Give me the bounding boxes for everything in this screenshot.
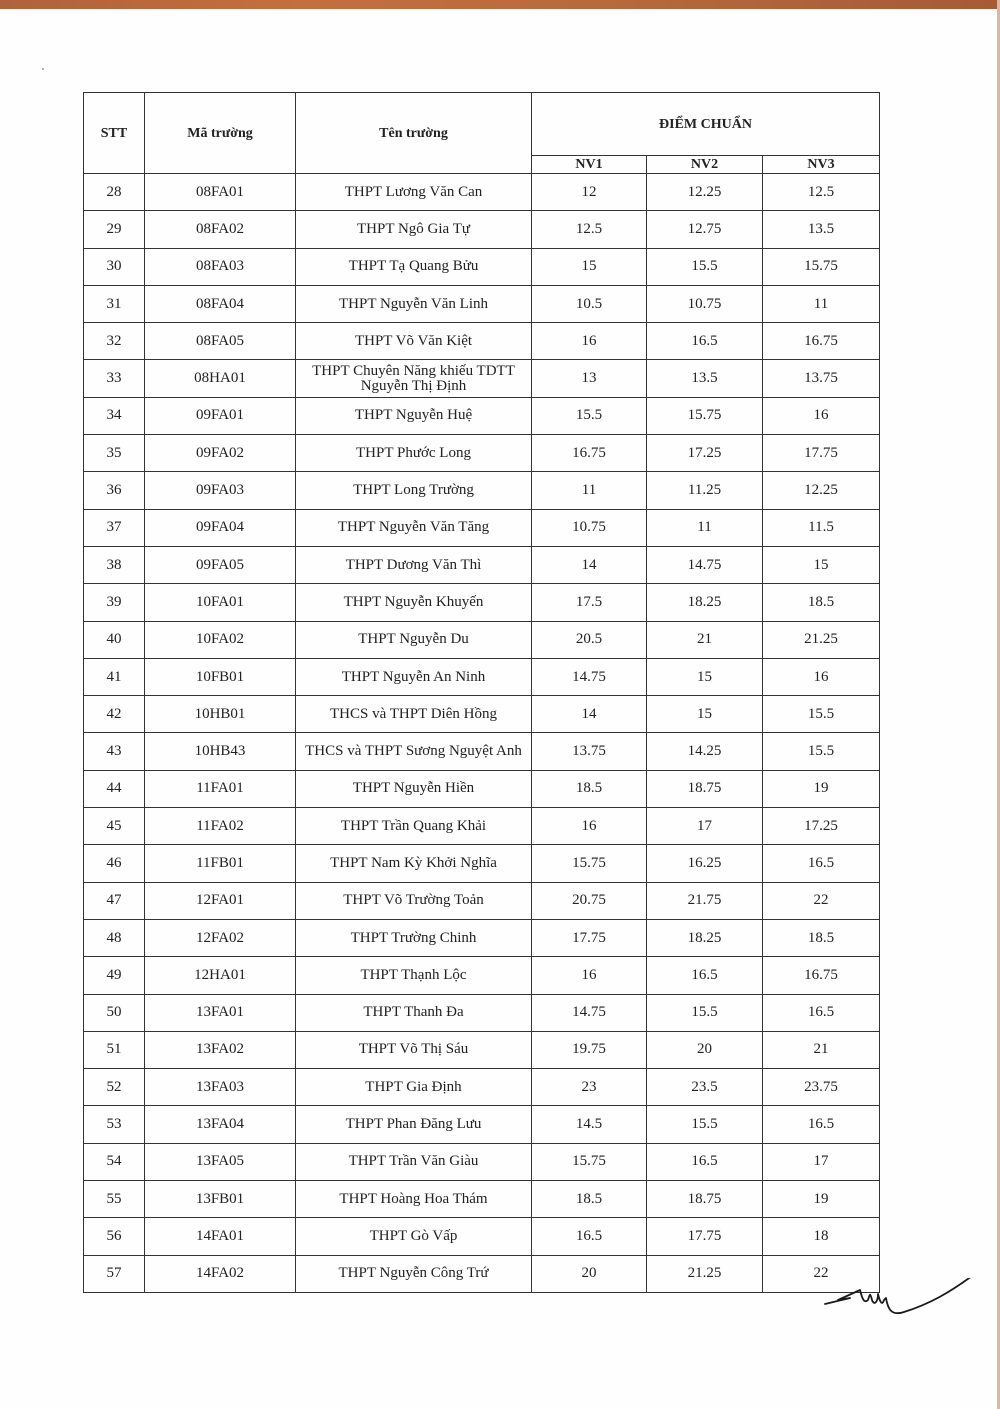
cell-nv2: 13.5	[647, 360, 763, 397]
cell-nv1: 17.5	[532, 584, 647, 621]
cell-nv1: 19.75	[532, 1031, 647, 1068]
cell-school-code: 14FA01	[145, 1218, 296, 1255]
cell-school-code: 08HA01	[145, 360, 296, 397]
cell-nv1: 14	[532, 696, 647, 733]
table-row	[84, 733, 880, 770]
cell-nv1: 18.5	[532, 1181, 647, 1218]
cell-stt: 32	[84, 323, 145, 360]
cell-stt: 43	[84, 733, 145, 770]
cell-nv3: 13.75	[763, 360, 880, 397]
cell-stt: 31	[84, 285, 145, 322]
cell-stt: 30	[84, 248, 145, 285]
table-row	[84, 957, 880, 994]
cell-school-name: THPT Thạnh Lộc	[296, 957, 532, 994]
cell-stt: 40	[84, 621, 145, 658]
table-row	[84, 994, 880, 1031]
table-row	[84, 211, 880, 248]
table-row	[84, 285, 880, 322]
cell-nv2: 14.25	[647, 733, 763, 770]
cell-nv2: 16.5	[647, 1143, 763, 1180]
cell-nv2: 18.25	[647, 584, 763, 621]
cell-stt: 37	[84, 509, 145, 546]
cell-nv2: 20	[647, 1031, 763, 1068]
cell-nv3: 17.25	[763, 808, 880, 845]
cell-nv2: 10.75	[647, 285, 763, 322]
cell-nv1: 17.75	[532, 919, 647, 956]
cell-nv3: 18	[763, 1218, 880, 1255]
cell-nv3: 16.75	[763, 957, 880, 994]
cell-nv3: 16.5	[763, 845, 880, 882]
cell-school-name: THCS và THPT Diên Hồng	[296, 696, 532, 733]
cell-nv3: 16.5	[763, 1106, 880, 1143]
cell-school-code: 10HB43	[145, 733, 296, 770]
cell-nv2: 16.25	[647, 845, 763, 882]
table-row	[84, 1106, 880, 1143]
table-body	[84, 174, 880, 1293]
cell-school-code: 13FA04	[145, 1106, 296, 1143]
cell-school-code: 11FA02	[145, 808, 296, 845]
cell-school-name: THPT Lương Văn Can	[296, 174, 532, 211]
cell-school-code: 10FA02	[145, 621, 296, 658]
table-row	[84, 1218, 880, 1255]
cell-school-code: 12FA02	[145, 919, 296, 956]
cell-school-name: THPT Trần Quang Khải	[296, 808, 532, 845]
table-row	[84, 658, 880, 695]
cell-school-name: THPT Phước Long	[296, 435, 532, 472]
cell-school-code: 08FA01	[145, 174, 296, 211]
cell-nv1: 15	[532, 248, 647, 285]
cell-stt: 28	[84, 174, 145, 211]
header-school-name: Tên trường	[296, 93, 532, 174]
cell-nv1: 23	[532, 1069, 647, 1106]
cell-nv1: 12	[532, 174, 647, 211]
cell-school-name: THPT Võ Trường Toản	[296, 882, 532, 919]
cell-nv3: 11	[763, 285, 880, 322]
cell-nv2: 18.75	[647, 1181, 763, 1218]
cell-school-name: THPT Trần Văn Giàu	[296, 1143, 532, 1180]
table-row	[84, 248, 880, 285]
cell-school-name: THPT Nguyễn Khuyến	[296, 584, 532, 621]
table-row	[84, 1143, 880, 1180]
cell-nv1: 16.5	[532, 1218, 647, 1255]
cell-school-name: THCS và THPT Sương Nguyệt Anh	[296, 733, 532, 770]
table-row	[84, 174, 880, 211]
cell-stt: 38	[84, 546, 145, 583]
cell-nv1: 16	[532, 957, 647, 994]
header-score-group: ĐIỂM CHUẨN	[532, 93, 880, 156]
table-row	[84, 1031, 880, 1068]
cell-school-code: 11FB01	[145, 845, 296, 882]
header-stt: STT	[84, 93, 145, 174]
cell-school-name: THPT Võ Thị Sáu	[296, 1031, 532, 1068]
cell-school-name: THPT Võ Văn Kiệt	[296, 323, 532, 360]
cell-school-code: 13FA03	[145, 1069, 296, 1106]
table-row	[84, 808, 880, 845]
cell-school-code: 09FA01	[145, 397, 296, 434]
cell-school-code: 13FA02	[145, 1031, 296, 1068]
cell-stt: 46	[84, 845, 145, 882]
table-row	[84, 472, 880, 509]
cell-stt: 48	[84, 919, 145, 956]
cell-nv1: 14.75	[532, 658, 647, 695]
cell-nv2: 16.5	[647, 323, 763, 360]
cell-nv3: 12.25	[763, 472, 880, 509]
cell-school-name: THPT Long Trường	[296, 472, 532, 509]
cell-school-name: THPT Trường Chinh	[296, 919, 532, 956]
cell-nv3: 17.75	[763, 435, 880, 472]
cell-stt: 54	[84, 1143, 145, 1180]
admission-scores-table	[83, 92, 880, 1293]
cell-nv1: 16.75	[532, 435, 647, 472]
cell-nv3: 22	[763, 1255, 880, 1292]
cell-school-name: THPT Ngô Gia Tự	[296, 211, 532, 248]
cell-school-name: THPT Nguyễn Hiền	[296, 770, 532, 807]
cell-nv3: 15.5	[763, 733, 880, 770]
cell-nv2: 11	[647, 509, 763, 546]
table-row	[84, 360, 880, 397]
cell-nv1: 12.5	[532, 211, 647, 248]
cell-stt: 55	[84, 1181, 145, 1218]
table-row	[84, 1181, 880, 1218]
cell-nv3: 17	[763, 1143, 880, 1180]
cell-nv2: 18.25	[647, 919, 763, 956]
cell-stt: 33	[84, 360, 145, 397]
cell-nv3: 12.5	[763, 174, 880, 211]
cell-nv2: 12.75	[647, 211, 763, 248]
table-row	[84, 397, 880, 434]
cell-school-name: THPT Dương Văn Thì	[296, 546, 532, 583]
cell-nv1: 14.5	[532, 1106, 647, 1143]
table-row	[84, 845, 880, 882]
cell-stt: 39	[84, 584, 145, 621]
cell-school-name: THPT Nguyễn An Ninh	[296, 658, 532, 695]
table-row	[84, 1069, 880, 1106]
cell-nv1: 15.75	[532, 845, 647, 882]
cell-stt: 44	[84, 770, 145, 807]
cell-school-name: THPT Phan Đăng Lưu	[296, 1106, 532, 1143]
cell-school-name: THPT Nguyễn Công Trứ	[296, 1255, 532, 1292]
cell-nv3: 15.5	[763, 696, 880, 733]
header-nv1: NV1	[532, 156, 647, 174]
cell-stt: 41	[84, 658, 145, 695]
cell-school-code: 09FA05	[145, 546, 296, 583]
cell-school-code: 08FA05	[145, 323, 296, 360]
cell-school-code: 09FA02	[145, 435, 296, 472]
cell-school-code: 08FA02	[145, 211, 296, 248]
cell-nv1: 16	[532, 808, 647, 845]
cell-nv2: 16.5	[647, 957, 763, 994]
cell-school-code: 12HA01	[145, 957, 296, 994]
cell-nv3: 18.5	[763, 584, 880, 621]
cell-school-name: THPT Thanh Đa	[296, 994, 532, 1031]
cell-nv1: 15.75	[532, 1143, 647, 1180]
cell-nv3: 19	[763, 770, 880, 807]
cell-stt: 45	[84, 808, 145, 845]
cell-nv1: 16	[532, 323, 647, 360]
cell-nv2: 17.25	[647, 435, 763, 472]
table-row	[84, 435, 880, 472]
cell-school-code: 12FA01	[145, 882, 296, 919]
cell-nv2: 18.75	[647, 770, 763, 807]
cell-nv3: 15	[763, 546, 880, 583]
cell-stt: 57	[84, 1255, 145, 1292]
desk-background-edge	[0, 0, 1000, 9]
cell-nv2: 15	[647, 696, 763, 733]
cell-school-name: THPT Tạ Quang Bửu	[296, 248, 532, 285]
cell-nv3: 23.75	[763, 1069, 880, 1106]
cell-nv1: 15.5	[532, 397, 647, 434]
cell-nv1: 20.75	[532, 882, 647, 919]
cell-nv1: 20.5	[532, 621, 647, 658]
cell-nv2: 17	[647, 808, 763, 845]
cell-school-code: 11FA01	[145, 770, 296, 807]
cell-nv2: 11.25	[647, 472, 763, 509]
cell-nv1: 11	[532, 472, 647, 509]
cell-nv3: 19	[763, 1181, 880, 1218]
cell-stt: 35	[84, 435, 145, 472]
cell-school-code: 10HB01	[145, 696, 296, 733]
cell-nv2: 15.75	[647, 397, 763, 434]
cell-nv2: 21	[647, 621, 763, 658]
cell-stt: 56	[84, 1218, 145, 1255]
cell-nv2: 15.5	[647, 1106, 763, 1143]
cell-school-name: THPT Nguyễn Văn Tăng	[296, 509, 532, 546]
cell-school-name: THPT Nguyễn Văn Linh	[296, 285, 532, 322]
table-row	[84, 919, 880, 956]
table-row	[84, 621, 880, 658]
cell-nv1: 13	[532, 360, 647, 397]
cell-nv3: 16.75	[763, 323, 880, 360]
cell-school-code: 13FA01	[145, 994, 296, 1031]
cell-nv3: 22	[763, 882, 880, 919]
cell-school-code: 08FA03	[145, 248, 296, 285]
table-row	[84, 509, 880, 546]
cell-school-code: 14FA02	[145, 1255, 296, 1292]
cell-stt: 42	[84, 696, 145, 733]
cell-school-code: 10FA01	[145, 584, 296, 621]
table-row	[84, 770, 880, 807]
cell-nv3: 16.5	[763, 994, 880, 1031]
header-school-code: Mã trường	[145, 93, 296, 174]
header-nv2: NV2	[647, 156, 763, 174]
cell-nv3: 15.75	[763, 248, 880, 285]
header-nv3: NV3	[763, 156, 880, 174]
cell-school-code: 13FB01	[145, 1181, 296, 1218]
cell-school-name: THPT Chuyên Năng khiếu TDTT Nguyễn Thị Định	[296, 360, 532, 397]
cell-stt: 49	[84, 957, 145, 994]
cell-stt: 52	[84, 1069, 145, 1106]
cell-nv2: 21.25	[647, 1255, 763, 1292]
cell-nv1: 14.75	[532, 994, 647, 1031]
cell-nv3: 18.5	[763, 919, 880, 956]
table-row	[84, 882, 880, 919]
cell-stt: 34	[84, 397, 145, 434]
cell-school-name: THPT Nguyễn Du	[296, 621, 532, 658]
cell-stt: 51	[84, 1031, 145, 1068]
cell-nv3: 16	[763, 658, 880, 695]
cell-stt: 53	[84, 1106, 145, 1143]
table-row	[84, 546, 880, 583]
table-row	[84, 1255, 880, 1292]
table-row	[84, 696, 880, 733]
scan-speck	[42, 68, 44, 70]
cell-stt: 50	[84, 994, 145, 1031]
cell-nv2: 12.25	[647, 174, 763, 211]
cell-stt: 47	[84, 882, 145, 919]
signature-icon	[820, 1278, 980, 1348]
cell-school-code: 09FA03	[145, 472, 296, 509]
table-row	[84, 584, 880, 621]
cell-stt: 36	[84, 472, 145, 509]
cell-nv1: 10.5	[532, 285, 647, 322]
cell-nv3: 21	[763, 1031, 880, 1068]
cell-school-name: THPT Gò Vấp	[296, 1218, 532, 1255]
cell-nv3: 21.25	[763, 621, 880, 658]
cell-nv3: 13.5	[763, 211, 880, 248]
cell-school-name: THPT Hoàng Hoa Thám	[296, 1181, 532, 1218]
cell-nv3: 16	[763, 397, 880, 434]
cell-school-code: 09FA04	[145, 509, 296, 546]
cell-nv2: 21.75	[647, 882, 763, 919]
cell-nv2: 15.5	[647, 994, 763, 1031]
cell-stt: 29	[84, 211, 145, 248]
cell-nv2: 14.75	[647, 546, 763, 583]
cell-school-code: 10FB01	[145, 658, 296, 695]
cell-nv1: 13.75	[532, 733, 647, 770]
cell-nv1: 14	[532, 546, 647, 583]
cell-nv2: 15	[647, 658, 763, 695]
cell-nv3: 11.5	[763, 509, 880, 546]
cell-school-name: THPT Gia Định	[296, 1069, 532, 1106]
table-row	[84, 323, 880, 360]
cell-nv1: 20	[532, 1255, 647, 1292]
cell-nv2: 23.5	[647, 1069, 763, 1106]
cell-school-code: 08FA04	[145, 285, 296, 322]
cell-school-name: THPT Nam Kỳ Khởi Nghĩa	[296, 845, 532, 882]
cell-nv2: 17.75	[647, 1218, 763, 1255]
cell-school-code: 13FA05	[145, 1143, 296, 1180]
cell-nv1: 18.5	[532, 770, 647, 807]
cell-nv1: 10.75	[532, 509, 647, 546]
cell-nv2: 15.5	[647, 248, 763, 285]
cell-school-name: THPT Nguyễn Huệ	[296, 397, 532, 434]
